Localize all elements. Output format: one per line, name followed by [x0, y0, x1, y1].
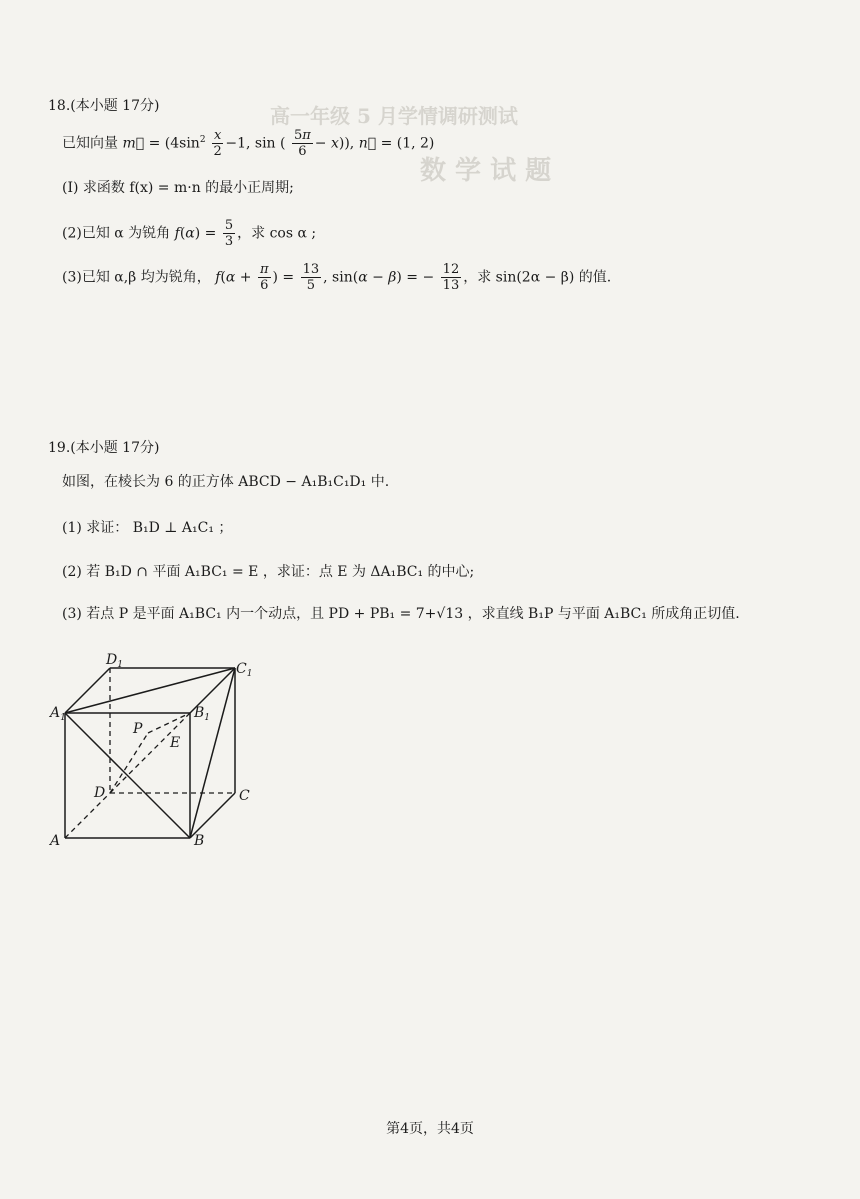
frac-5-3: $\frac{5}{3}$ [224, 218, 234, 249]
q18-stem: 已知向量 m⃗ = ($4\sin^2$ $\frac{x}{2}$ −1, sin ( $\frac{5\pi}{6}$ − x)), n⃗ = (1, 2) [62, 128, 435, 159]
q18-part1: (I) 求函数 f(x) = m·n 的最小正周期; [62, 180, 294, 196]
frac-pi-6: $\frac{\pi}{6}$ [259, 262, 269, 293]
edge-A1-C1 [65, 668, 235, 713]
bleed-header: 高一年级 5 月学情调研测试 [270, 104, 518, 128]
edge-B-C [190, 793, 235, 838]
edge-A1-B [65, 713, 190, 838]
q18-part3: (3)已知 α,β 均为锐角， f(α + $\frac{\pi}{6}$ ) = $\frac{13}{5}$ , sin(α − β) = − $\frac{12}{13}$ ，求 sin(2α − β) 的值. [62, 262, 612, 293]
label-D1: $D_1$ [106, 652, 123, 670]
label-B: B [194, 833, 205, 849]
label-C: C [239, 788, 250, 804]
hidden-P-B1 [148, 713, 190, 733]
q19-part2: (2) 若 B₁D ∩ 平面 A₁BC₁ = E ，求证：点 E 为 ΔA₁BC₁ 的中心; [62, 564, 475, 580]
label-A: A [50, 833, 61, 849]
q19-part3: (3) 若点 P 是平面 A₁BC₁ 内一个动点，且 PD + PB₁ = 7+√13 ，求直线 B₁P 与平面 A₁BC₁ 所成角正切值. [62, 606, 740, 622]
label-P: P [133, 721, 143, 737]
label-C1: $C_1$ [236, 661, 253, 679]
edge-C1-B [190, 668, 235, 838]
cube-figure [40, 645, 340, 855]
frac-5pi-6: $\frac{5\pi}{6}$ [293, 128, 311, 159]
label-A1: $A_1$ [50, 705, 66, 723]
bleed-title: 数 学 试 题 [420, 156, 552, 186]
frac-13-5: $\frac{13}{5}$ [302, 262, 320, 293]
q19-stem: 如图，在棱长为 6 的正方体 ABCD − A₁B₁C₁D₁ 中. [62, 474, 390, 490]
edge-A1-D1 [65, 668, 110, 713]
q18-part3-suffix: ，求 sin(2α − β) 的值. [463, 269, 612, 286]
label-E: E [170, 735, 181, 751]
q19-header: 19.(本小题 17分) [48, 440, 160, 456]
q18-part2: (2)已知 α 为锐角 f(α) = $\frac{5}{3}$ ，求 cos α ; [62, 218, 317, 249]
page-footer: 第4页，共4页 [386, 1121, 474, 1137]
q19-part1: (1) 求证： B₁D ⊥ A₁C₁ ； [62, 520, 233, 536]
hidden-D-B1 [110, 713, 190, 793]
label-D: D [94, 785, 106, 801]
q18-stem-prefix: 已知向量 [62, 135, 118, 152]
q18-part2-prefix: (2)已知 α 为锐角 [62, 225, 171, 242]
frac-12-13: $\frac{12}{13}$ [442, 262, 460, 293]
q18-part3-prefix: (3)已知 α,β 均为锐角， [62, 269, 211, 286]
q18-header: 18.(本小题 17分) [48, 98, 160, 114]
q18-part2-suffix: ，求 cos α ; [237, 225, 317, 242]
frac-x-2: $\frac{x}{2}$ [213, 128, 222, 159]
label-B1: $B_1$ [194, 705, 211, 723]
